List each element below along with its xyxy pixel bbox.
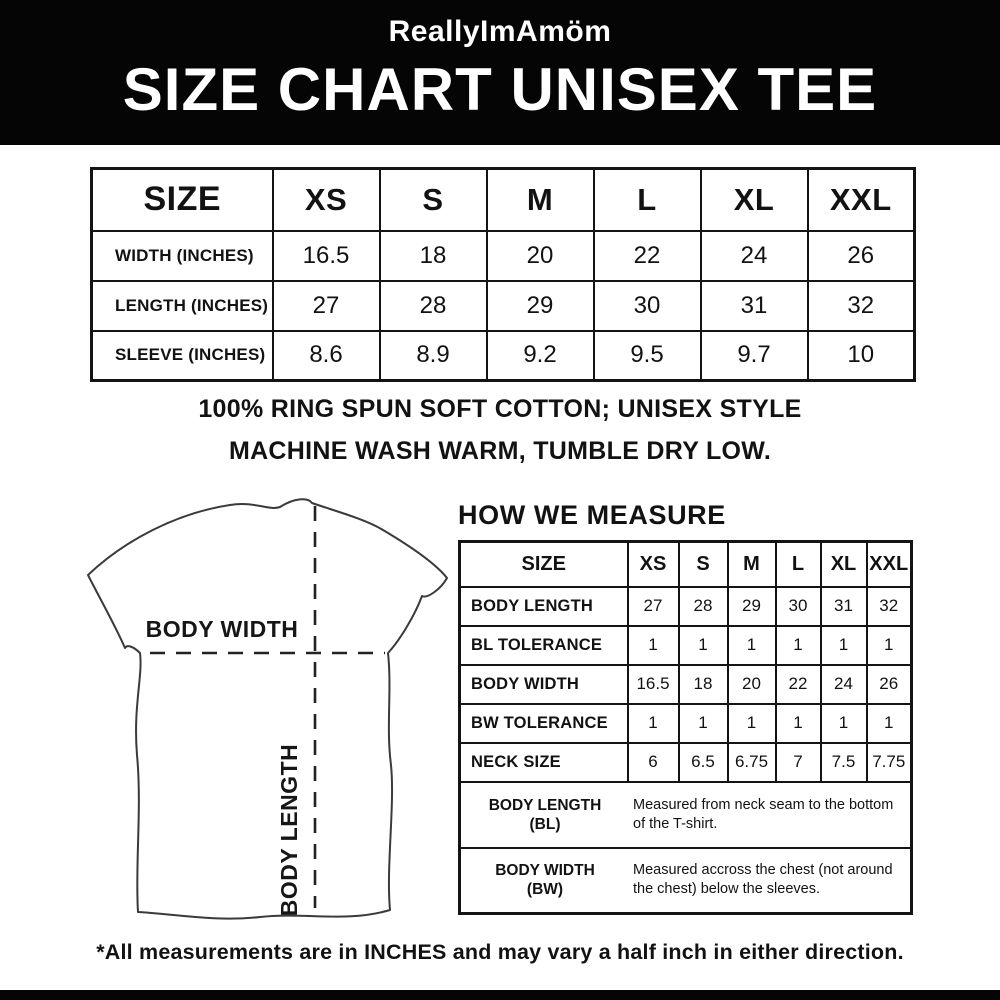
cell-value: 1 [821, 704, 867, 743]
cell-value: 1 [628, 704, 679, 743]
definition-cell [460, 848, 912, 914]
definition-row-body-width [460, 848, 912, 914]
tshirt-silhouette [88, 499, 447, 918]
cell-value: 28 [380, 281, 487, 331]
cell-value: 29 [728, 587, 776, 626]
measure-column-header-xl: XL [821, 542, 867, 587]
measure-row-neck-size [460, 743, 912, 782]
row-label: NECK SIZE [460, 743, 628, 782]
cell-value: 31 [701, 281, 808, 331]
page-title: SIZE CHART UNISEX TEE [122, 56, 878, 123]
care-line-2: MACHINE WASH WARM, TUMBLE DRY LOW. [228, 437, 772, 465]
cell-value: 30 [776, 587, 821, 626]
measure-row-bw-tolerance [460, 704, 912, 743]
cell-value: 1 [628, 626, 679, 665]
cell-value: 6.5 [679, 743, 728, 782]
cell-value: 9.2 [487, 331, 594, 381]
cell-value: 8.9 [380, 331, 487, 381]
measure-column-header-xs: XS [628, 542, 679, 587]
main-size-table [90, 167, 916, 382]
cell-value: 32 [867, 587, 912, 626]
cell-value: 26 [808, 231, 915, 281]
cell-value: 20 [487, 231, 594, 281]
cell-value: 22 [594, 231, 701, 281]
body-width-label: BODY WIDTH [145, 616, 299, 642]
definition-term [461, 796, 629, 834]
row-label: BW TOLERANCE [460, 704, 628, 743]
cell-value: 24 [701, 231, 808, 281]
cell-value: 7.75 [867, 743, 912, 782]
column-header-size: SIZE [92, 169, 273, 231]
measure-row-body-length [460, 587, 912, 626]
cell-value: 1 [821, 626, 867, 665]
cell-value: 20 [728, 665, 776, 704]
definition-description: Measured accross the chest (not around the chest) below the sleeves. [633, 862, 893, 898]
measure-row-bl-tolerance [460, 626, 912, 665]
cell-value: 1 [776, 704, 821, 743]
measure-column-header-m: M [728, 542, 776, 587]
brand-logo: ReallyImAmöm [388, 15, 612, 48]
how-we-measure-table [458, 540, 913, 915]
column-header-xl: XL [701, 169, 808, 231]
how-we-measure-heading: HOW WE MEASURE [458, 500, 726, 530]
cell-value: 27 [273, 281, 380, 331]
measure-table-header-row [460, 542, 912, 587]
tshirt-measurement-diagram [65, 485, 455, 935]
measure-column-header-xxl: XXL [867, 542, 912, 587]
row-label: BODY WIDTH [460, 665, 628, 704]
row-label: LENGTH (INCHES) [92, 281, 273, 331]
cell-value: 7.5 [821, 743, 867, 782]
row-label: WIDTH (INCHES) [92, 231, 273, 281]
cell-value: 9.7 [701, 331, 808, 381]
body-length-label: BODY LENGTH [276, 743, 302, 917]
cell-value: 16.5 [273, 231, 380, 281]
cell-value: 18 [380, 231, 487, 281]
row-label: BL TOLERANCE [460, 626, 628, 665]
cell-value: 32 [808, 281, 915, 331]
cell-value: 29 [487, 281, 594, 331]
cell-value: 1 [867, 626, 912, 665]
cell-value: 7 [776, 743, 821, 782]
cell-value: 1 [776, 626, 821, 665]
cell-value: 1 [728, 704, 776, 743]
measurement-footnote: *All measurements are in INCHES and may vary a half inch in either direction. [96, 940, 904, 964]
care-line-1: 100% RING SPUN SOFT COTTON; UNISEX STYLE [198, 395, 802, 423]
definition-cell [460, 782, 912, 848]
cell-value: 9.5 [594, 331, 701, 381]
definition-description: Measured from neck seam to the bottom of the T-shirt. [633, 796, 894, 832]
definition-term-abbr: (BW) [526, 881, 564, 899]
main-size-table-header-row [92, 169, 915, 231]
cell-value: 27 [628, 587, 679, 626]
cell-value: 1 [679, 704, 728, 743]
cell-value: 1 [867, 704, 912, 743]
column-header-l: L [594, 169, 701, 231]
table-row-sleeve [92, 331, 915, 381]
table-row-width [92, 231, 915, 281]
definition-term [461, 861, 629, 899]
cell-value: 6.75 [728, 743, 776, 782]
cell-value: 16.5 [628, 665, 679, 704]
measure-column-header-size: SIZE [460, 542, 628, 587]
measure-row-body-width [460, 665, 912, 704]
row-label: BODY LENGTH [460, 587, 628, 626]
measure-column-header-s: S [679, 542, 728, 587]
definition-term-text: BODY LENGTH [488, 796, 602, 814]
header-banner [0, 0, 1000, 145]
cell-value: 8.6 [273, 331, 380, 381]
definition-row-body-length [460, 782, 912, 848]
cell-value: 1 [679, 626, 728, 665]
definition-term-text: BODY WIDTH [495, 862, 595, 880]
cell-value: 28 [679, 587, 728, 626]
cell-value: 30 [594, 281, 701, 331]
tshirt-outline-graphic [65, 485, 455, 935]
table-row-length [92, 281, 915, 331]
cell-value: 6 [628, 743, 679, 782]
cell-value: 22 [776, 665, 821, 704]
bottom-divider-bar [0, 990, 1000, 1000]
cell-value: 24 [821, 665, 867, 704]
column-header-xs: XS [273, 169, 380, 231]
measure-column-header-l: L [776, 542, 821, 587]
definition-term-abbr: (BL) [529, 815, 561, 833]
cell-value: 18 [679, 665, 728, 704]
cell-value: 1 [728, 626, 776, 665]
cell-value: 26 [867, 665, 912, 704]
column-header-xxl: XXL [808, 169, 915, 231]
care-instructions [0, 388, 1000, 472]
column-header-m: M [487, 169, 594, 231]
row-label: SLEEVE (INCHES) [92, 331, 273, 381]
cell-value: 10 [808, 331, 915, 381]
cell-value: 31 [821, 587, 867, 626]
column-header-s: S [380, 169, 487, 231]
